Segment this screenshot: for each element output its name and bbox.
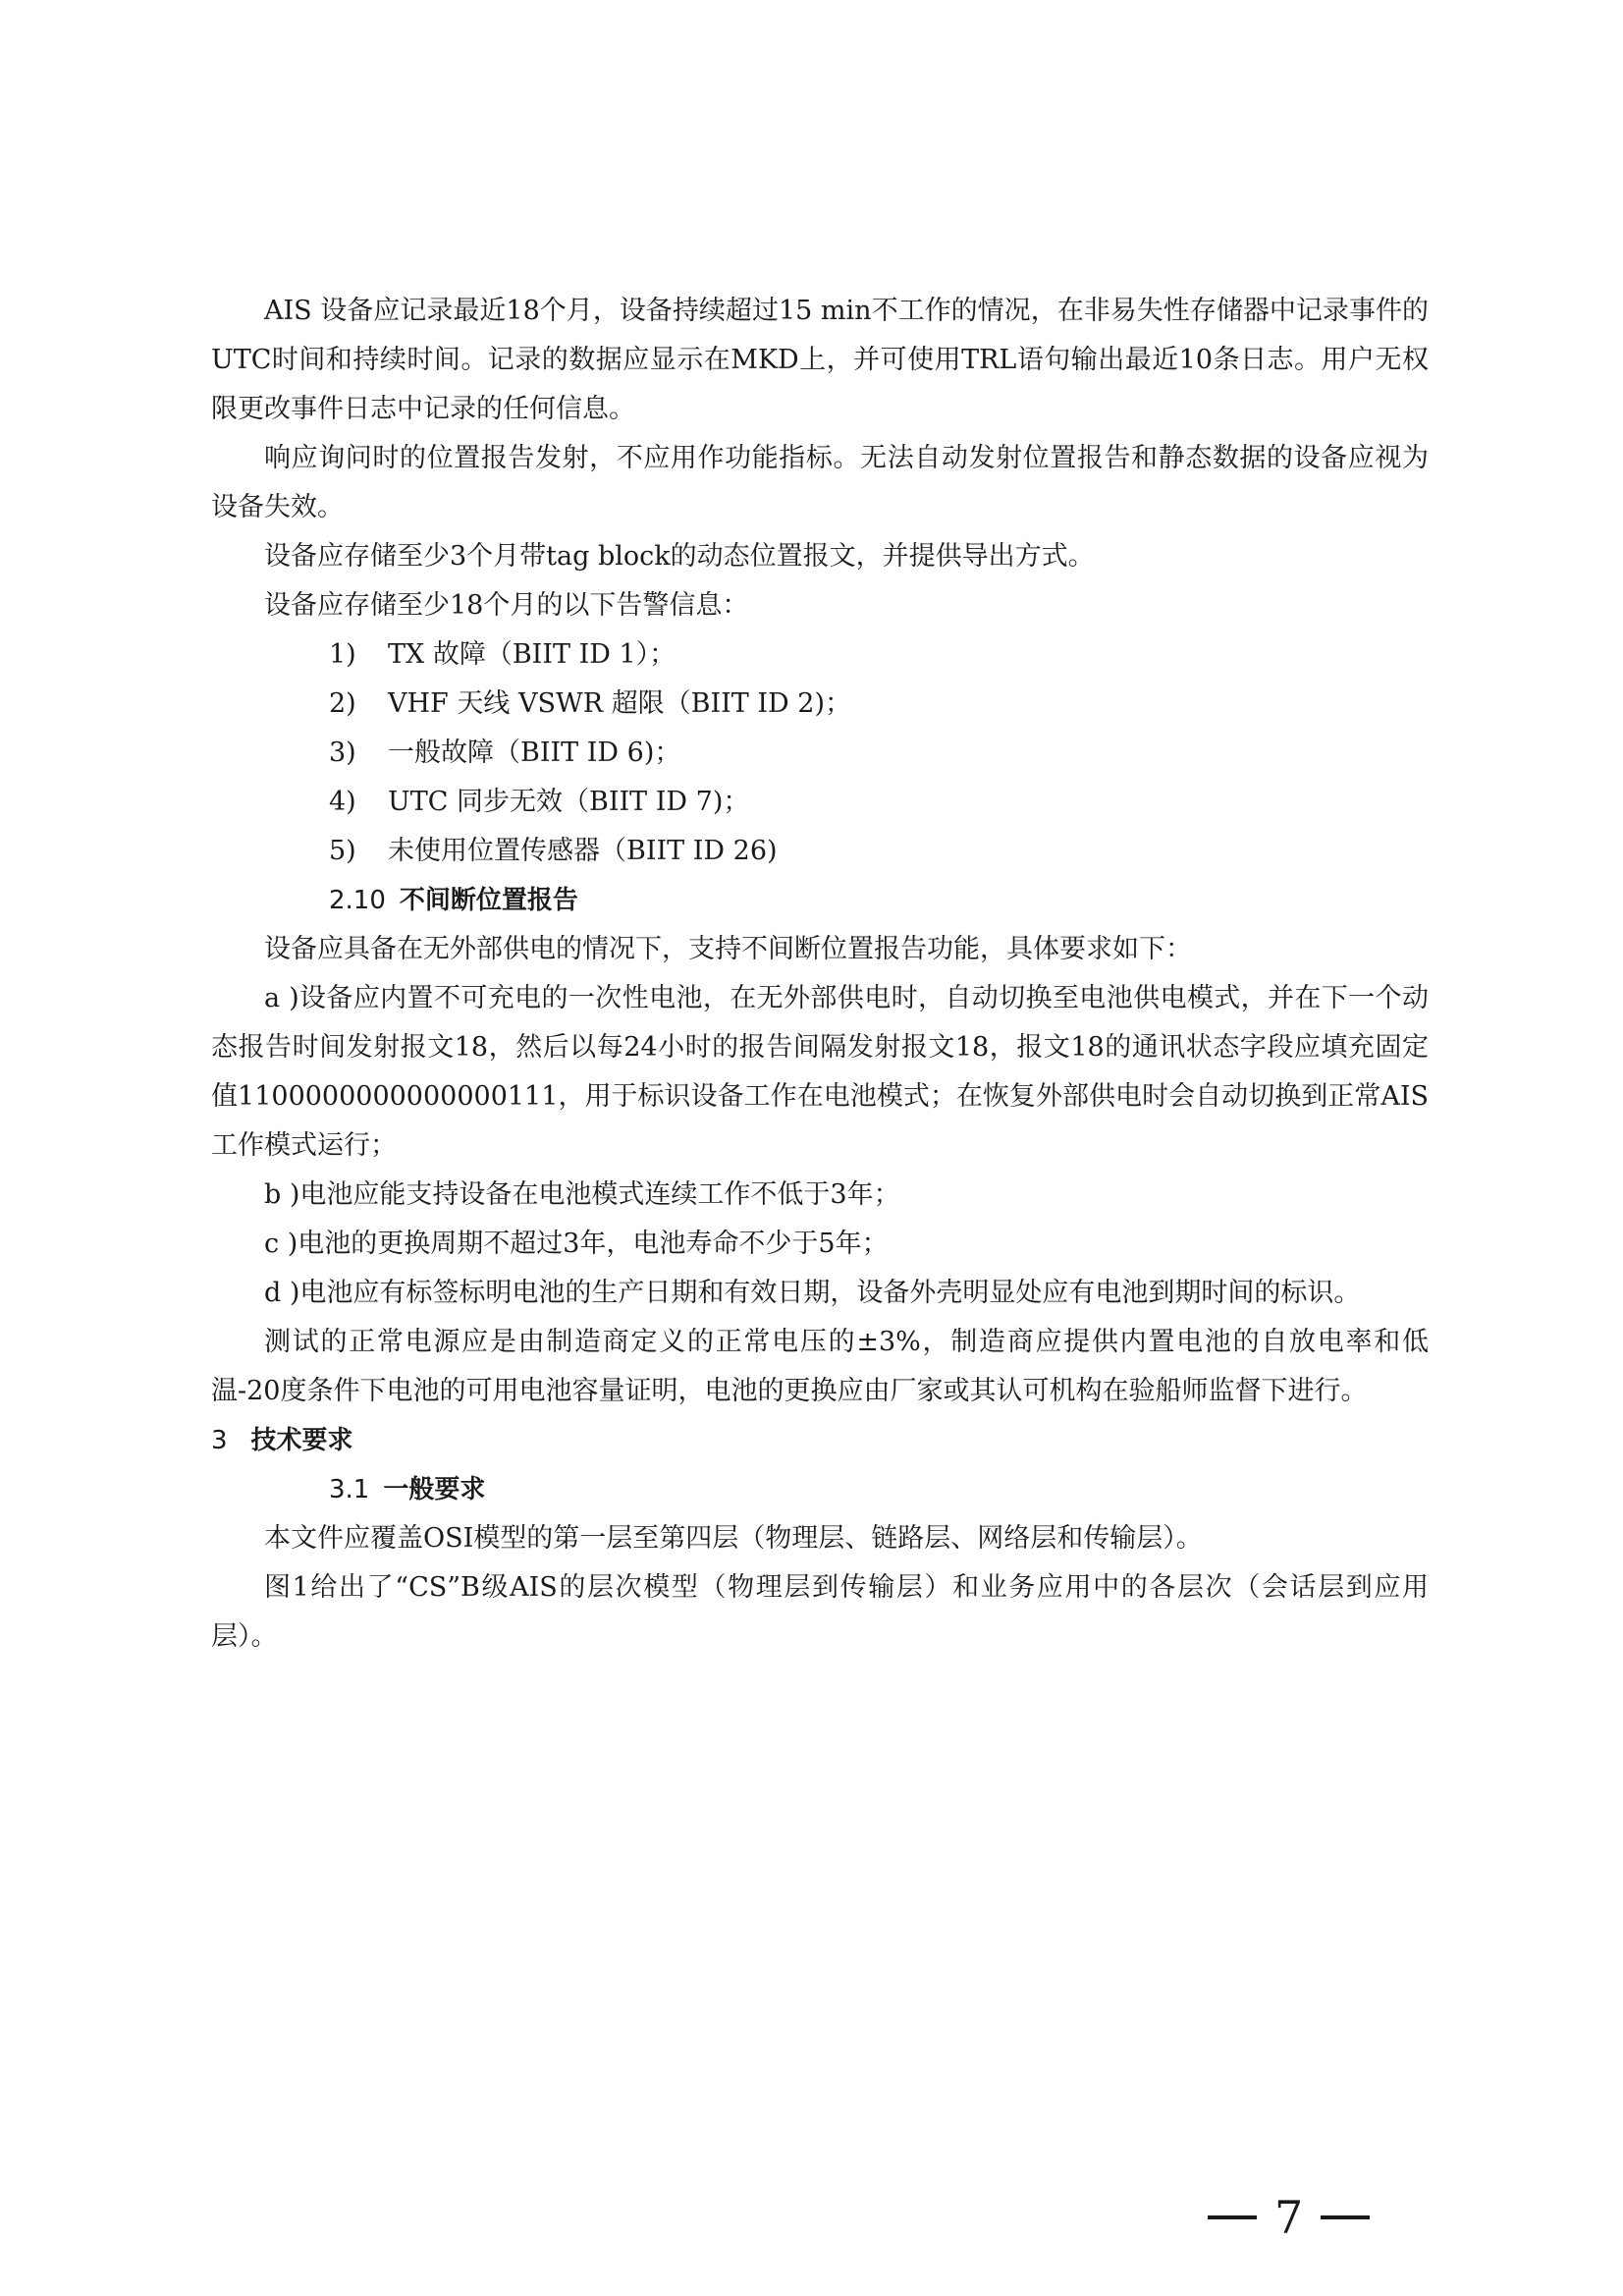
page-number-dash-right [1321,2215,1370,2219]
section-title: 一般要求 [383,1475,486,1504]
requirement-item: a )设备应内置不可充电的一次性电池，在无外部供电时，自动切换至电池供电模式，并在下一个动态报告时间发射报文18，然后以每24小时的报告间隔发射报文18，报文18的通讯状态字段应填充固定值1100000000000000111，用于标识设备工作在电池模式；在恢复外部供电时会自动切换到正常AIS工作模式运行； [211,983,1429,1161]
paragraph-tag-block: 设备应存储至少3个月带tag block的动态位置报文，并提供导出方式。 [264,541,1095,572]
list-item [211,729,1429,778]
section-number: 2.10 [329,886,386,915]
section-number: 3 [211,1426,228,1455]
paragraph-event-log: AIS 设备应记录最近18个月，设备持续超过15 min不工作的情况，在非易失性存储器中记录事件的UTC时间和持续时间。记录的数据应显示在MKD上，并可使用TRL语句输出最近10条日志。用户无权限更改事件日志中记录的任何信息。 [211,296,1429,424]
list-item-number: 3) [329,738,356,768]
list-item-text: UTC 同步无效（BIIT ID 7)； [388,787,750,817]
page-footer [1208,2188,1404,2247]
paragraph-poll-response: 响应询问时的位置报告发射，不应用作功能指标。无法自动发射位置报告和静态数据的设备应视为设备失效。 [211,443,1429,522]
list-item-number: 2) [329,688,356,719]
page-number-dash-left [1208,2215,1257,2219]
section-heading-2-10 [211,876,1429,925]
list-item-text: 一般故障（BIIT ID 6)； [388,738,681,768]
list-item [211,680,1429,729]
requirement-item: c )电池的更换周期不超过3年，电池寿命不少于5年； [264,1229,889,1259]
section-heading-3-1 [211,1465,1429,1514]
alarm-list [211,630,1429,876]
section-title: 技术要求 [250,1426,353,1455]
section-title: 不间断位置报告 [399,886,578,915]
list-item [211,630,1429,680]
paragraph-power-test: 测试的正常电源应是由制造商定义的正常电压的±3%，制造商应提供内置电池的自放电率和低温-20度条件下电池的可用电池容量证明，电池的更换应由厂家或其认可机构在验船师监督下进行。 [211,1327,1429,1406]
list-item [211,827,1429,876]
paragraph-osi-coverage: 本文件应覆盖OSI模型的第一层至第四层（物理层、链路层、网络层和传输层）。 [264,1523,1203,1554]
document-body [211,287,1429,1662]
list-item-number: 5) [329,836,356,866]
page-number: 7 [1274,2191,1304,2244]
requirement-item: b )电池应能支持设备在电池模式连续工作不低于3年； [264,1179,900,1210]
paragraph-uninterrupted-intro: 设备应具备在无外部供电的情况下，支持不间断位置报告功能，具体要求如下： [264,934,1192,964]
section-number: 3.1 [329,1475,370,1504]
list-item [211,778,1429,827]
list-item-text: VHF 天线 VSWR 超限（BIIT ID 2)； [388,688,851,719]
paragraph-alarm-intro: 设备应存储至少18个月的以下告警信息： [264,590,749,621]
list-item-text: TX 故障（BIIT ID 1）； [388,639,676,670]
list-item-number: 4) [329,787,356,817]
requirement-item: d )电池应有标签标明电池的生产日期和有效日期，设备外壳明显处应有电池到期时间的标识。 [264,1278,1361,1308]
section-heading-3 [211,1416,1429,1465]
paragraph-figure-1: 图1给出了“CS”B级AIS的层次模型（物理层到传输层）和业务应用中的各层次（会话层到应用层）。 [211,1572,1429,1652]
list-item-number: 1) [329,639,356,670]
list-item-text: 未使用位置传感器（BIIT ID 26) [388,836,778,866]
